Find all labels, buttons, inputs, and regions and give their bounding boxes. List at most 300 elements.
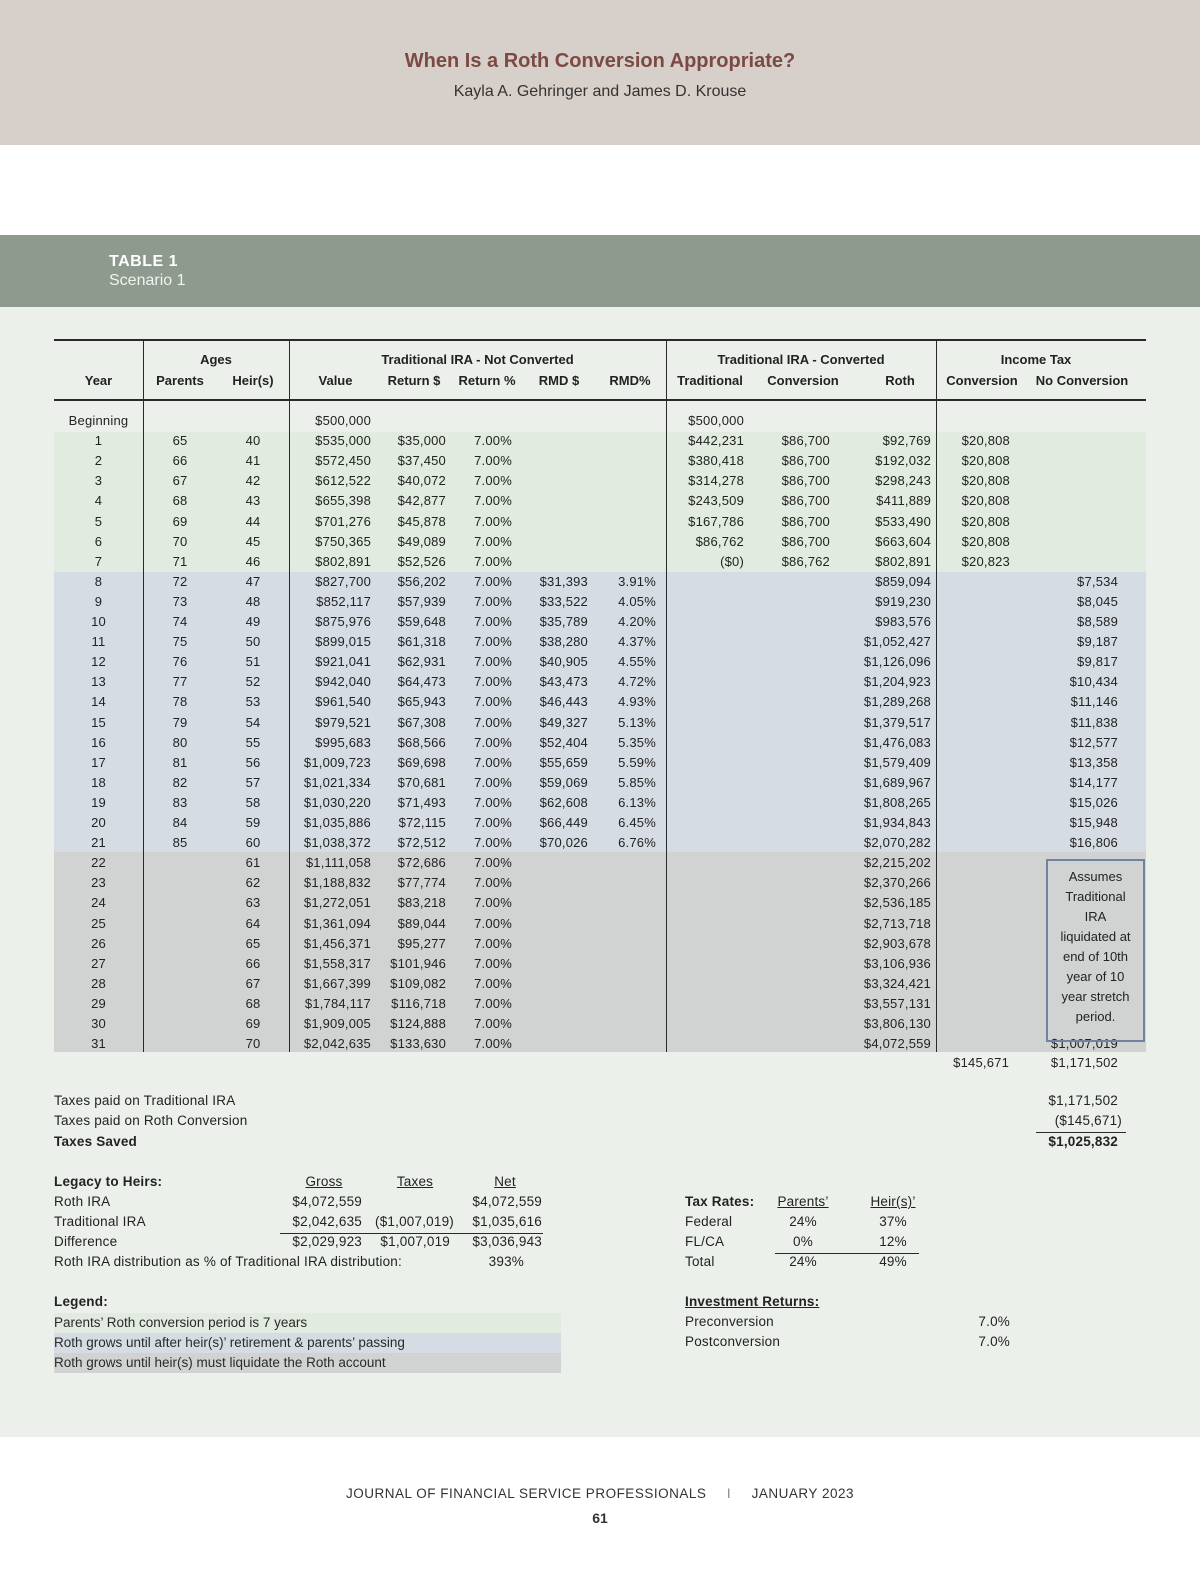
cell-value: $1,021,334: [303, 774, 371, 790]
cell-heirs-age: 43: [245, 493, 261, 509]
cell-heirs-age: 66: [245, 955, 261, 971]
cell-roth: $4,072,559: [863, 1036, 931, 1052]
cell-return-dollar: $40,072: [397, 473, 446, 489]
cell-parents-age: 66: [172, 453, 188, 469]
cell-traditional: [667, 672, 744, 692]
taxes-paid-roth-label: Taxes paid on Roth Conversion: [54, 1113, 248, 1128]
cell-value: $1,909,005: [303, 1016, 371, 1031]
cell-year: 23: [91, 875, 106, 891]
taxes-paid-traditional-value: $1,171,502: [1048, 1093, 1118, 1108]
cell-tax-conversion: $20,808: [961, 493, 1010, 509]
cell-parents-age: [150, 934, 210, 954]
cell-return-pct: 7.00%: [474, 935, 512, 951]
cell-year: 20: [91, 815, 106, 830]
cell-roth: $1,476,083: [863, 734, 931, 750]
cell-tax-no-conversion: $14,177: [1069, 774, 1118, 790]
total-tax-conversion: $145,671: [953, 1055, 1009, 1070]
cell-tax-no-conversion: [1030, 532, 1118, 552]
cell-year: 6: [94, 533, 103, 549]
note-line: year stretch: [1061, 989, 1130, 1004]
cell-conversion: $86,700: [781, 513, 830, 529]
cell-rmd-pct: 6.76%: [618, 835, 656, 851]
cell-tax-conversion: [937, 914, 1010, 934]
header-converted: Traditional IRA - Converted: [717, 352, 885, 367]
header-return-dollar: Return $: [387, 373, 441, 388]
table-top-rule: [54, 339, 1146, 341]
cell-value: $1,111,058: [305, 855, 371, 871]
cell-tax-conversion: [937, 773, 1010, 793]
cell-return-dollar: $89,044: [397, 915, 446, 931]
cell-conversion: $86,700: [781, 433, 830, 449]
header-conversion: Conversion: [767, 373, 839, 388]
cell-return-pct: 7.00%: [474, 694, 512, 710]
cell-year: 12: [91, 654, 106, 670]
cell-conversion: [750, 632, 830, 652]
cell-rmd-dollar: [520, 512, 588, 532]
cell-value: $1,558,317: [303, 955, 371, 971]
cell-year: 22: [91, 855, 106, 871]
cell-roth: $2,370,266: [863, 875, 931, 891]
cell-roth: $1,934,843: [863, 815, 931, 830]
cell-rmd-dollar: $35,789: [539, 614, 588, 629]
cell-rmd-pct: [596, 491, 656, 511]
cell-rmd-pct: 3.91%: [618, 573, 656, 589]
cell-year: 11: [91, 634, 106, 650]
cell-value: $1,030,220: [303, 794, 371, 810]
cell-return-pct: 7.00%: [474, 835, 512, 851]
cell-roth: $411,889: [876, 493, 931, 509]
cell-return-pct: 7.00%: [474, 433, 512, 449]
cell-rmd-pct: 6.13%: [618, 794, 656, 810]
investment-post-value: 7.0%: [978, 1334, 1010, 1349]
legend-item-liquidation: Roth grows until heir(s) must liquidate the Roth account: [54, 1353, 561, 1373]
cell-parents-age: 70: [172, 533, 188, 549]
footer-date: JANUARY 2023: [751, 1486, 854, 1501]
cell-tax-no-conversion: [1030, 471, 1118, 491]
cell-heirs-age: 49: [245, 614, 261, 629]
cell-rmd-dollar: $52,404: [539, 734, 588, 750]
cell-tax-no-conversion: [1030, 552, 1118, 572]
cell-parents-age: [150, 914, 210, 934]
legacy-trad-label: Traditional IRA: [54, 1214, 146, 1229]
cell-parents-age: [150, 893, 210, 913]
cell-rmd-pct: [596, 512, 656, 532]
cell-traditional: [667, 692, 744, 712]
cell-year: 24: [91, 895, 106, 911]
legacy-roth-gross: $4,072,559: [292, 1194, 362, 1209]
cell-parents-age: 78: [172, 694, 188, 710]
cell-traditional: $167,786: [688, 513, 744, 529]
cell-parents-age: 83: [172, 794, 188, 810]
cell-return-dollar: $37,450: [397, 453, 446, 469]
cell-tax-conversion: [937, 934, 1010, 954]
cell-return-dollar: $70,681: [397, 774, 446, 790]
col-divider-year: [143, 340, 144, 1052]
cell-heirs-age: 47: [245, 573, 261, 589]
cell-parents-age: 80: [172, 734, 188, 750]
cell-value: $612,522: [315, 473, 371, 489]
cell-tax-no-conversion: $11,146: [1070, 694, 1118, 710]
cell-return-pct: [452, 411, 512, 431]
cell-return-pct: 7.00%: [474, 553, 512, 569]
cell-conversion: [750, 652, 830, 672]
cell-return-dollar: $56,202: [397, 573, 446, 589]
cell-tax-conversion: $20,823: [961, 553, 1010, 569]
cell-parents-age: [150, 1014, 210, 1034]
cell-heirs-age: 42: [245, 473, 261, 489]
cell-parents-age: 82: [172, 774, 188, 790]
cell-value: $1,009,723: [303, 754, 371, 770]
cell-rmd-dollar: [520, 914, 588, 934]
cell-return-pct: 7.00%: [474, 995, 512, 1011]
cell-return-dollar: $35,000: [397, 433, 446, 449]
cell-rmd-pct: 4.37%: [618, 634, 656, 650]
cell-rmd-dollar: [520, 893, 588, 913]
cell-rmd-pct: 4.93%: [618, 694, 656, 710]
cell-value: $921,041: [315, 654, 371, 670]
cell-return-dollar: $64,473: [397, 674, 446, 690]
taxes-saved-value: $1,025,832: [1048, 1134, 1118, 1149]
cell-parents-age: 76: [172, 654, 188, 670]
cell-tax-conversion: [937, 793, 1010, 813]
cell-value: $1,272,051: [303, 895, 371, 911]
cell-parents-age: [150, 994, 210, 1014]
cell-heirs-age: 61: [245, 855, 261, 871]
cell-rmd-dollar: [520, 954, 588, 974]
cell-value: $1,361,094: [303, 915, 371, 931]
cell-roth: $663,604: [875, 533, 931, 549]
cell-value: $1,035,886: [303, 815, 371, 830]
cell-roth: $1,379,517: [863, 714, 931, 730]
cell-year: 26: [91, 935, 106, 951]
cell-rmd-pct: 4.05%: [618, 593, 656, 609]
cell-tax-no-conversion: $16,806: [1069, 835, 1118, 851]
cell-tax-no-conversion: $7,534: [1077, 573, 1118, 589]
cell-tax-no-conversion: $9,817: [1077, 654, 1118, 670]
cell-rmd-dollar: $31,393: [539, 573, 588, 589]
cell-rmd-pct: [596, 994, 656, 1014]
tax-rates-col-parents: Parents’: [777, 1194, 829, 1209]
cell-rmd-dollar: $46,443: [539, 694, 588, 710]
cell-tax-no-conversion: [1030, 431, 1118, 451]
cell-tax-no-conversion: $13,358: [1069, 754, 1118, 770]
cell-roth: $3,106,936: [863, 955, 931, 971]
cell-heirs-age: 57: [245, 774, 261, 790]
cell-year: 14: [91, 694, 106, 710]
cell-return-pct: 7.00%: [474, 634, 512, 650]
tax-rates-title: Tax Rates:: [685, 1194, 755, 1209]
cell-return-dollar: $52,526: [397, 553, 446, 569]
cell-conversion: $86,700: [781, 453, 830, 469]
cell-parents-age: 75: [172, 634, 188, 650]
cell-traditional: [667, 733, 744, 753]
header-roth: Roth: [885, 373, 915, 388]
cell-heirs-age: 67: [245, 975, 261, 991]
cell-year: 9: [94, 593, 103, 609]
legend-title: Legend:: [54, 1294, 108, 1309]
cell-roth: $1,052,427: [863, 634, 931, 650]
cell-return-pct: 7.00%: [474, 774, 512, 790]
cell-return-pct: 7.00%: [474, 674, 512, 690]
cell-conversion: [750, 833, 830, 853]
cell-traditional: [667, 833, 744, 853]
cell-tax-conversion: [937, 873, 1010, 893]
cell-rmd-pct: 5.59%: [618, 754, 656, 770]
cell-rmd-dollar: $55,659: [539, 754, 588, 770]
cell-year: 31: [91, 1036, 106, 1052]
cell-parents-age: 79: [172, 714, 188, 730]
cell-tax-conversion: $20,808: [961, 433, 1010, 449]
cell-rmd-dollar: [520, 974, 588, 994]
cell-conversion: [750, 853, 830, 873]
cell-heirs-age: 50: [245, 634, 261, 650]
cell-roth: $298,243: [875, 473, 931, 489]
note-line: liquidated at: [1060, 929, 1131, 944]
cell-conversion: [750, 893, 830, 913]
cell-roth: $2,536,185: [863, 895, 931, 911]
cell-conversion: [750, 1014, 830, 1034]
header-not-converted: Traditional IRA - Not Converted: [381, 352, 574, 367]
cell-parents-age: [150, 873, 210, 893]
cell-roth: $2,215,202: [863, 855, 931, 871]
cell-tax-no-conversion: $15,026: [1069, 794, 1118, 810]
cell-traditional: [667, 873, 744, 893]
cell-traditional: $243,509: [688, 493, 744, 509]
cell-parents-age: [150, 974, 210, 994]
cell-rmd-dollar: $33,522: [539, 593, 588, 609]
cell-rmd-dollar: [520, 934, 588, 954]
article-authors: Kayla A. Gehringer and James D. Krouse: [453, 83, 747, 100]
cell-traditional: [667, 793, 744, 813]
cell-heirs-age: 60: [245, 835, 261, 851]
header-heirs: Heir(s): [232, 373, 274, 388]
cell-year: 2: [94, 453, 103, 469]
cell-tax-no-conversion: [1030, 451, 1118, 471]
cell-return-pct: 7.00%: [474, 654, 512, 670]
cell-return-pct: 7.00%: [474, 533, 512, 549]
cell-tax-conversion: [937, 411, 1010, 431]
legacy-col-taxes: Taxes: [396, 1174, 434, 1189]
cell-roth: $2,713,718: [863, 915, 931, 931]
cell-tax-conversion: [937, 572, 1010, 592]
cell-return-dollar: $124,888: [390, 1016, 446, 1031]
cell-traditional: [667, 813, 744, 833]
cell-rmd-pct: [596, 934, 656, 954]
cell-rmd-dollar: [520, 853, 588, 873]
note-line: period.: [1075, 1009, 1116, 1024]
cell-rmd-dollar: [520, 552, 588, 572]
cell-tax-no-conversion: $11,838: [1070, 714, 1118, 730]
cell-roth: $859,094: [875, 573, 931, 589]
cell-value: $500,000: [315, 413, 371, 428]
cell-return-pct: 7.00%: [474, 815, 512, 830]
cell-conversion: [750, 572, 830, 592]
cell-conversion: [750, 994, 830, 1014]
cell-traditional: [667, 954, 744, 974]
cell-tax-conversion: [937, 954, 1010, 974]
table-title-band: [0, 235, 1200, 307]
cell-heirs-age: 59: [245, 815, 261, 830]
cell-roth: $1,689,967: [863, 774, 931, 790]
cell-return-dollar: $69,698: [397, 754, 446, 770]
cell-value: $701,276: [315, 513, 371, 529]
tax-total-label: Total: [685, 1254, 715, 1269]
cell-traditional: $314,278: [688, 473, 744, 489]
cell-conversion: [750, 692, 830, 712]
cell-conversion: $86,700: [781, 473, 830, 489]
tax-rates-col-heirs: Heir(s)’: [870, 1194, 916, 1209]
cell-heirs-age: 51: [245, 654, 261, 670]
cell-roth: $2,070,282: [863, 835, 931, 851]
cell-tax-conversion: [937, 833, 1010, 853]
cell-year: 3: [94, 473, 103, 489]
cell-parents-age: 71: [172, 553, 188, 569]
cell-value: $1,667,399: [303, 975, 371, 991]
cell-year: 17: [91, 754, 106, 770]
taxes-sum-rule: [1036, 1132, 1126, 1133]
cell-traditional: [667, 773, 744, 793]
cell-return-dollar: $109,082: [390, 975, 446, 991]
cell-return-dollar: $49,089: [397, 533, 446, 549]
cell-rmd-pct: 5.35%: [618, 734, 656, 750]
cell-rmd-dollar: [520, 411, 588, 431]
cell-year: 1: [94, 433, 103, 449]
header-rmd-dollar: RMD $: [538, 373, 580, 388]
cell-parents-age: 72: [172, 573, 188, 589]
cell-tax-conversion: [937, 974, 1010, 994]
cell-traditional: [667, 853, 744, 873]
cell-parents-age: [150, 411, 210, 431]
cell-return-pct: 7.00%: [474, 794, 512, 810]
note-line: Traditional: [1065, 889, 1126, 904]
cell-rmd-dollar: [520, 873, 588, 893]
cell-rmd-pct: 5.85%: [618, 774, 656, 790]
cell-rmd-dollar: $40,905: [539, 654, 588, 670]
cell-tax-conversion: [937, 632, 1010, 652]
cell-conversion: [750, 411, 830, 431]
cell-heirs-age: 65: [245, 935, 261, 951]
cell-return-pct: 7.00%: [474, 975, 512, 991]
cell-traditional: [667, 994, 744, 1014]
cell-roth: $983,576: [875, 614, 931, 629]
cell-parents-age: [150, 853, 210, 873]
cell-rmd-dollar: $59,069: [539, 774, 588, 790]
cell-parents-age: 77: [172, 674, 188, 690]
investment-post-label: Postconversion: [685, 1334, 781, 1349]
note-line: Assumes: [1068, 869, 1123, 884]
cell-tax-no-conversion: $8,045: [1077, 593, 1118, 609]
cell-year: 8: [94, 573, 103, 589]
cell-roth: $1,289,268: [863, 694, 931, 710]
cell-heirs-age: 64: [245, 915, 261, 931]
cell-return-dollar: $133,630: [390, 1036, 446, 1052]
header-income-tax: Income Tax: [1000, 352, 1072, 367]
cell-heirs-age: [222, 411, 284, 431]
cell-heirs-age: 56: [245, 754, 261, 770]
cell-traditional: [667, 592, 744, 612]
legacy-col-gross: Gross: [305, 1174, 343, 1189]
cell-roth: $1,204,923: [863, 674, 931, 690]
legend-item-growth: Roth grows until after heir(s)’ retirement & parents’ passing: [54, 1333, 561, 1353]
cell-traditional: [667, 572, 744, 592]
cell-traditional: [667, 1034, 744, 1054]
cell-traditional: [667, 713, 744, 733]
legacy-trad-gross: $2,042,635: [292, 1214, 362, 1229]
taxes-paid-roth-value: ($145,671): [1054, 1113, 1122, 1128]
cell-rmd-dollar: [520, 994, 588, 1014]
cell-conversion: [750, 934, 830, 954]
cell-return-dollar: $71,493: [397, 794, 446, 810]
cell-return-dollar: $95,277: [397, 935, 446, 951]
cell-traditional: [667, 934, 744, 954]
cell-return-pct: 7.00%: [474, 614, 512, 629]
cell-roth: $1,579,409: [863, 754, 931, 770]
cell-traditional: [667, 753, 744, 773]
cell-year: 25: [91, 915, 106, 931]
cell-rmd-pct: [596, 853, 656, 873]
cell-traditional: [667, 974, 744, 994]
cell-return-dollar: $59,648: [397, 614, 446, 629]
cell-parents-age: 67: [172, 473, 188, 489]
cell-rmd-pct: [596, 873, 656, 893]
cell-return-pct: 7.00%: [474, 453, 512, 469]
cell-rmd-dollar: $66,449: [539, 815, 588, 830]
investment-pre-value: 7.0%: [978, 1314, 1010, 1329]
cell-return-dollar: $77,774: [397, 875, 446, 891]
cell-conversion: [750, 813, 830, 833]
cell-tax-conversion: [937, 813, 1010, 833]
cell-return-pct: 7.00%: [474, 714, 512, 730]
cell-value: $875,976: [315, 614, 371, 629]
cell-year: 10: [91, 614, 106, 629]
cell-parents-age: 81: [172, 754, 188, 770]
cell-conversion: [750, 1034, 830, 1054]
cell-traditional: $86,762: [695, 533, 744, 549]
cell-tax-conversion: [937, 733, 1010, 753]
cell-heirs-age: 69: [245, 1016, 261, 1031]
cell-roth: $1,808,265: [863, 794, 931, 810]
article-title: When Is a Roth Conversion Appropriate?: [404, 50, 796, 72]
cell-heirs-age: 58: [245, 794, 261, 810]
cell-tax-no-conversion: [1030, 491, 1118, 511]
cell-rmd-pct: 4.20%: [618, 614, 656, 629]
header-return-pct: Return %: [458, 373, 516, 388]
cell-tax-conversion: [937, 652, 1010, 672]
cell-tax-conversion: [937, 692, 1010, 712]
cell-traditional: ($0): [720, 553, 744, 569]
cell-rmd-pct: 5.13%: [618, 714, 656, 730]
footer-journal-name: JOURNAL OF FINANCIAL SERVICE PROFESSIONALS: [346, 1486, 707, 1501]
cell-value: $995,683: [315, 734, 371, 750]
cell-roth: $92,769: [882, 433, 931, 449]
cell-tax-no-conversion: $1,007,019: [1050, 1036, 1118, 1052]
table-subtitle: Scenario 1: [109, 272, 186, 289]
cell-conversion: [750, 753, 830, 773]
cell-roth: $1,126,096: [863, 654, 931, 670]
cell-year: 13: [91, 674, 106, 690]
cell-return-pct: 7.00%: [474, 915, 512, 931]
header-rmd-pct: RMD%: [609, 373, 651, 388]
cell-value: $979,521: [315, 714, 371, 730]
cell-rmd-dollar: [520, 471, 588, 491]
cell-conversion: [750, 733, 830, 753]
cell-tax-no-conversion: [1030, 512, 1118, 532]
cell-traditional: [667, 914, 744, 934]
cell-traditional: $380,418: [688, 453, 744, 469]
cell-rmd-dollar: $43,473: [539, 674, 588, 690]
cell-rmd-pct: [596, 431, 656, 451]
cell-parents-age: 68: [172, 493, 188, 509]
